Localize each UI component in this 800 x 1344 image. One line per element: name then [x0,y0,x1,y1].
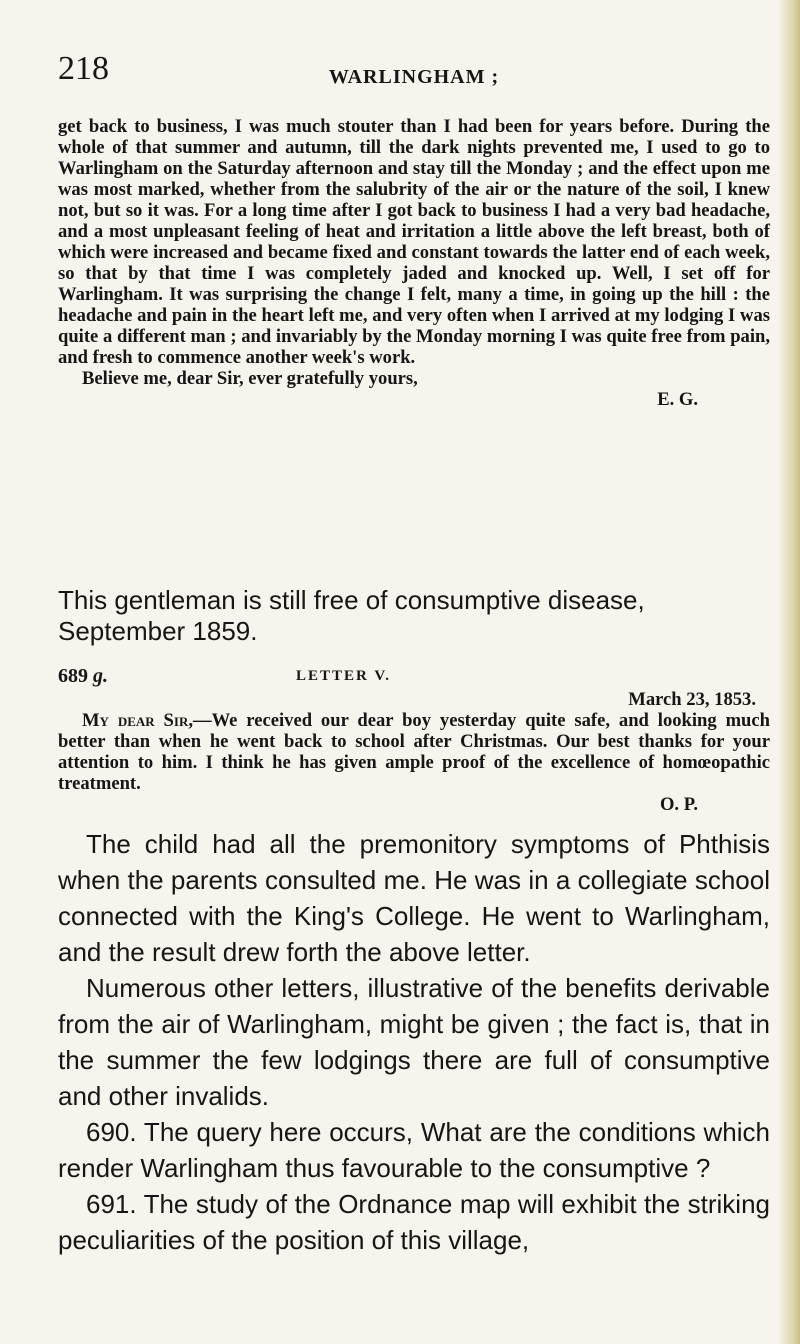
letter-ge-text [58,116,770,410]
letter-v-body: —We received our dear boy yesterday quite safe, and looking much better than when he went back to school after Christmas. Our best thanks for your attention to him. I think he has given ample proof of the excellence of homœopathic treatment. [58,710,770,794]
note-text: This gentleman is still free of consumptive disease, September 1859. [58,585,645,646]
letter-v-salutation: My dear Sir, [82,710,193,731]
section-suffix: g. [93,665,108,687]
page-number: 218 [58,50,109,87]
letter-v-text [58,689,770,815]
consumption-note [58,585,770,647]
running-head: WARLINGHAM ; [328,66,500,88]
letter-v-title: LETTER V. [296,668,391,684]
letter-ge-paragraph: get back to business, I was much stouter than I had been for years before. During the whole of that summer and autumn, till the dark nights prevented me, I used to go to Warlingham on the Saturday afternoon and stay till the Monday ; and the effect upon me was most marked, whether from the salubrity of the air or the nature of the soil, I knew not, but so it was. For a long time after I got back to business I had a very bad headache, and a most unpleasant feeling of heat and irritation a little above the left breast, both of which were increased and became fixed and constant towards the latter end of each week, so that by that time I was completely jaded and knocked up. Well, I set off for Warlingham. It was surprising the change I felt, many a time, in going up the hill : the headache and pain in the heart left me, and very often when I arrived at my lodging I was quite a different man ; and invariably by the Monday morning I was quite free from pain, and fresh to commence another week's work. [58,116,770,368]
page-edge-shadow [778,0,800,1344]
letter-v-signature: O. P. [659,794,698,815]
letter-ge-signature: E. G. [657,389,698,410]
main-paragraph-1: The child had all the premonitory symptoms of Phthisis when the parents consulted me. He was in a collegiate school connected with the King's College. He went to Warlingham, and the result drew forth the above letter. [58,829,770,967]
letter-ge-closing: Believe me, dear Sir, ever gratefully yours, [82,368,418,389]
main-paragraph-2: Numerous other letters, illustrative of the benefits derivable from the air of Warlingham, might be given ; the fact is, that in the summer the few lodgings there are full of consumptive and other invalids. [58,973,770,1111]
section-number: 689 [58,665,88,687]
main-paragraph-3: 690. The query here occurs, What are the conditions which render Warlingham thus favourable to the consumptive ? [58,1117,770,1183]
letter-v-section [58,665,108,688]
main-text [58,826,770,1258]
letter-v-date: March 23, 1853. [628,689,756,710]
main-paragraph-4: 691. The study of the Ordnance map will exhibit the striking peculiarities of the position of this village, [58,1189,770,1255]
